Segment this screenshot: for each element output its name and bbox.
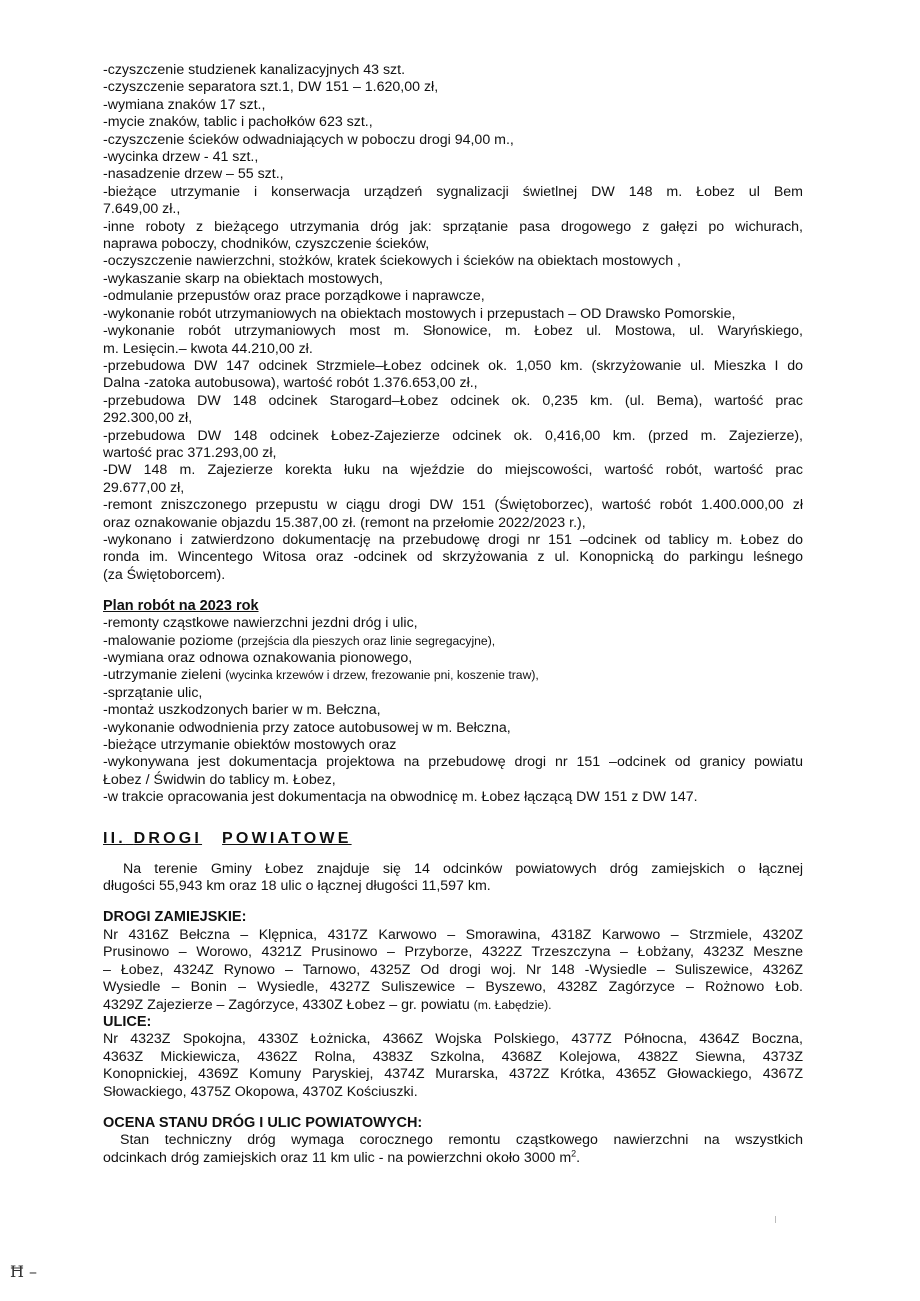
list-item-line: -przebudowa DW 148 odcinek Starogard–Łobez odcinek ok. 0,235 km. (ul. Bema), wartość prac bbox=[103, 392, 803, 409]
streets-line: Nr 4323Z Spokojna, 4330Z Łożnicka, 4366Z Wojska Polskiego, 4377Z Północna, 4364Z Boczna, bbox=[103, 1031, 803, 1048]
rural-roads-text: 4329Z Zajezierze – Zagórzyce, 4330Z Łobez – gr. powiatu bbox=[103, 996, 474, 1013]
chapter-heading bbox=[103, 829, 803, 849]
streets-line: 4363Z Mickiewicza, 4362Z Rolna, 4383Z Szkolna, 4368Z Kolejowa, 4382Z Siewna, 4373Z bbox=[103, 1048, 803, 1065]
document-page bbox=[103, 62, 803, 1167]
list-item: -czyszczenie studzienek kanalizacyjnych 43 szt. bbox=[103, 62, 406, 78]
plan-item-text: -utrzymanie zieleni bbox=[103, 667, 226, 684]
rural-roads-line: – Łobez, 4324Z Rynowo – Tarnowo, 4325Z Od drogi woj. Nr 148 -Wysiedle – Suliszewice, 4326Z bbox=[103, 961, 803, 978]
assessment-end: . bbox=[576, 1149, 581, 1166]
streets-line: Słowackiego, 4375Z Okopowa, 4370Z Kościuszki. bbox=[103, 1083, 418, 1100]
rural-roads-line: Nr 4316Z Bełczna – Klępnica, 4317Z Karwowo – Smorawina, 4318Z Karwowo – Strzmiele, 4320Z bbox=[103, 926, 803, 943]
intro-line: Na terenie Gminy Łobez znajduje się 14 odcinków powiatowych dróg zamiejskich o łącznej bbox=[123, 860, 803, 877]
plan-item-text: -malowanie poziome bbox=[103, 632, 238, 649]
list-item-line: wartość prac 371.293,00 zł, bbox=[103, 444, 277, 461]
list-item-line: oraz oznakowanie objazdu 15.387,00 zł. (remont na przełomie 2022/2023 r.), bbox=[103, 514, 586, 531]
plan-item: -sprzątanie ulic, bbox=[103, 684, 203, 701]
list-item: -wycinka drzew - 41 szt., bbox=[103, 149, 259, 166]
list-item: -czyszczenie separatora szt.1, DW 151 – 1.620,00 zł, bbox=[103, 79, 439, 96]
list-item-line: 292.300,00 zł, bbox=[103, 410, 193, 427]
list-item-line: -bieżące utrzymanie i konserwacja urządzeń sygnalizacji świetlnej DW 148 m. Łobez ul Bem bbox=[103, 183, 803, 200]
rural-roads-line bbox=[103, 997, 803, 1014]
streets-heading: ULICE: bbox=[103, 1013, 152, 1030]
assessment-line bbox=[103, 1150, 803, 1167]
assessment-heading: OCENA STANU DRÓG I ULIC POWIATOWYCH: bbox=[103, 1114, 423, 1131]
handwritten-mark: Ħ – bbox=[10, 1262, 38, 1281]
list-item-line: -remont zniszczonego przepustu w ciągu drogi DW 151 (Świętoborzec), wartość robót 1.400.000,00 zł bbox=[103, 497, 803, 514]
list-item-line: (za Świętoborcem). bbox=[103, 566, 226, 583]
plan-item-line: Łobez / Świdwin do tablicy m. Łobez, bbox=[103, 771, 336, 788]
list-item-line: 7.649,00 zł., bbox=[103, 201, 181, 218]
list-item: -wymiana znaków 17 szt., bbox=[103, 96, 266, 113]
rural-roads-note: (m. Łabędzie). bbox=[473, 997, 552, 1012]
list-item-line: naprawa poboczy, chodników, czyszczenie ścieków, bbox=[103, 236, 430, 253]
list-item-line: -przebudowa DW 147 odcinek Strzmiele–Łobez odcinek ok. 1,050 km. (skrzyżowanie ul. Mieszka I do bbox=[103, 357, 803, 374]
list-item: -oczyszczenie nawierzchni, stożków, kratek ściekowych i ścieków na obiektach mostowych , bbox=[103, 253, 681, 270]
list-item-line: -DW 148 m. Zajezierze korekta łuku na wjeździe do miejscowości, wartość robót, wartość prac bbox=[103, 462, 803, 479]
plan-item: -w trakcie opracowania jest dokumentacja na obwodnicę m. Łobez łączącą DW 151 z DW 147. bbox=[103, 789, 698, 806]
assessment-text: odcinkach dróg zamiejskich oraz 11 km ulic - na powierzchni około 3000 m bbox=[103, 1149, 572, 1166]
plan-item-note: (wycinka krzewów i drzew, frezowanie pni, koszenie traw), bbox=[225, 668, 539, 683]
plan-item-note: (przejścia dla pieszych oraz linie segregacyjne), bbox=[237, 633, 496, 648]
plan-item: -wykonanie odwodnienia przy zatoce autobusowej w m. Bełczna, bbox=[103, 719, 511, 736]
list-item: -nasadzenie drzew – 55 szt., bbox=[103, 166, 284, 183]
rural-roads-line: Wysiedle – Bonin – Wysiedle, 4327Z Suliszewice – Byszewo, 4328Z Zagórzyce – Rożnowo Łob. bbox=[103, 979, 803, 996]
scan-artifact bbox=[775, 1216, 776, 1223]
superscript: 2 bbox=[571, 1148, 577, 1159]
list-item-line: Dalna -zatoka autobusowa), wartość robót 1.376.653,00 zł., bbox=[103, 375, 478, 392]
plan-item: -bieżące utrzymanie obiektów mostowych oraz bbox=[103, 737, 397, 754]
list-item: -wykonanie robót utrzymaniowych na obiektach mostowych i przepustach – OD Drawsko Pomorskie, bbox=[103, 305, 736, 322]
list-item-line: -wykonano i zatwierdzono dokumentację na przebudowę drogi nr 151 –odcinek od tablicy m. Łobez do bbox=[103, 531, 803, 548]
assessment-line: Stan techniczny dróg wymaga corocznego remontu cząstkowego nawierzchni na wszystkich bbox=[120, 1132, 803, 1149]
plan-item bbox=[103, 667, 803, 684]
list-item-line: ronda im. Wincentego Witosa oraz -odcinek od skrzyżowania z ul. Konopnicką do parkingu leśnego bbox=[103, 549, 803, 566]
list-item: -wykaszanie skarp na obiektach mostowych, bbox=[103, 270, 383, 287]
streets-line: Konopnickiej, 4369Z Komuny Paryskiej, 4374Z Murarska, 4372Z Krótka, 4365Z Głowackiego, 4367Z bbox=[103, 1066, 803, 1083]
list-item-line: 29.677,00 zł, bbox=[103, 479, 185, 496]
plan-item: -montaż uszkodzonych barier w m. Bełczna, bbox=[103, 702, 381, 719]
list-item-line: m. Lesięcin.– kwota 44.210,00 zł. bbox=[103, 340, 313, 357]
rural-roads-line: Prusinowo – Worowo, 4321Z Prusinowo – Przyborze, 4322Z Trzeszczyna – Łobżany, 4323Z Meszne bbox=[103, 944, 803, 961]
chapter-word: DROGI bbox=[133, 829, 203, 847]
plan-item-line: -wykonywana jest dokumentacja projektowa na przebudowę drogi nr 151 –odcinek od granicy powiatu bbox=[103, 754, 803, 771]
list-item: -odmulanie przepustów oraz prace porządkowe i naprawcze, bbox=[103, 288, 485, 305]
list-item-line: -inne roboty z bieżącego utrzymania dróg jak: sprzątanie pasa drogowego z gałęzi po wichurach, bbox=[103, 218, 803, 235]
list-item: -czyszczenie ścieków odwadniających w poboczu drogi 94,00 m., bbox=[103, 131, 514, 148]
plan-item: -wymiana oraz odnowa oznakowania pionowego, bbox=[103, 650, 413, 666]
plan-item bbox=[103, 633, 803, 650]
list-item-line: -przebudowa DW 148 odcinek Łobez-Zajezierze odcinek ok. 0,416,00 km. (przed m. Zajezierze), bbox=[103, 427, 803, 444]
rural-roads-heading: DROGI ZAMIEJSKIE: bbox=[103, 909, 247, 926]
chapter-number: II. bbox=[103, 829, 126, 847]
plan-item: -remonty cząstkowe nawierzchni jezdni dróg i ulic, bbox=[103, 615, 418, 632]
plan-heading: Plan robót na 2023 rok bbox=[103, 598, 259, 615]
list-item-line: -wykonanie robót utrzymaniowych most m. Słonowice, m. Łobez ul. Mostowa, ul. Waryńskiego, bbox=[103, 323, 803, 340]
intro-line: długości 55,943 km oraz 18 ulic o łącznej długości 11,597 km. bbox=[103, 878, 491, 895]
list-item: -mycie znaków, tablic i pachołków 623 szt., bbox=[103, 114, 373, 131]
chapter-word: POWIATOWE bbox=[222, 829, 352, 847]
